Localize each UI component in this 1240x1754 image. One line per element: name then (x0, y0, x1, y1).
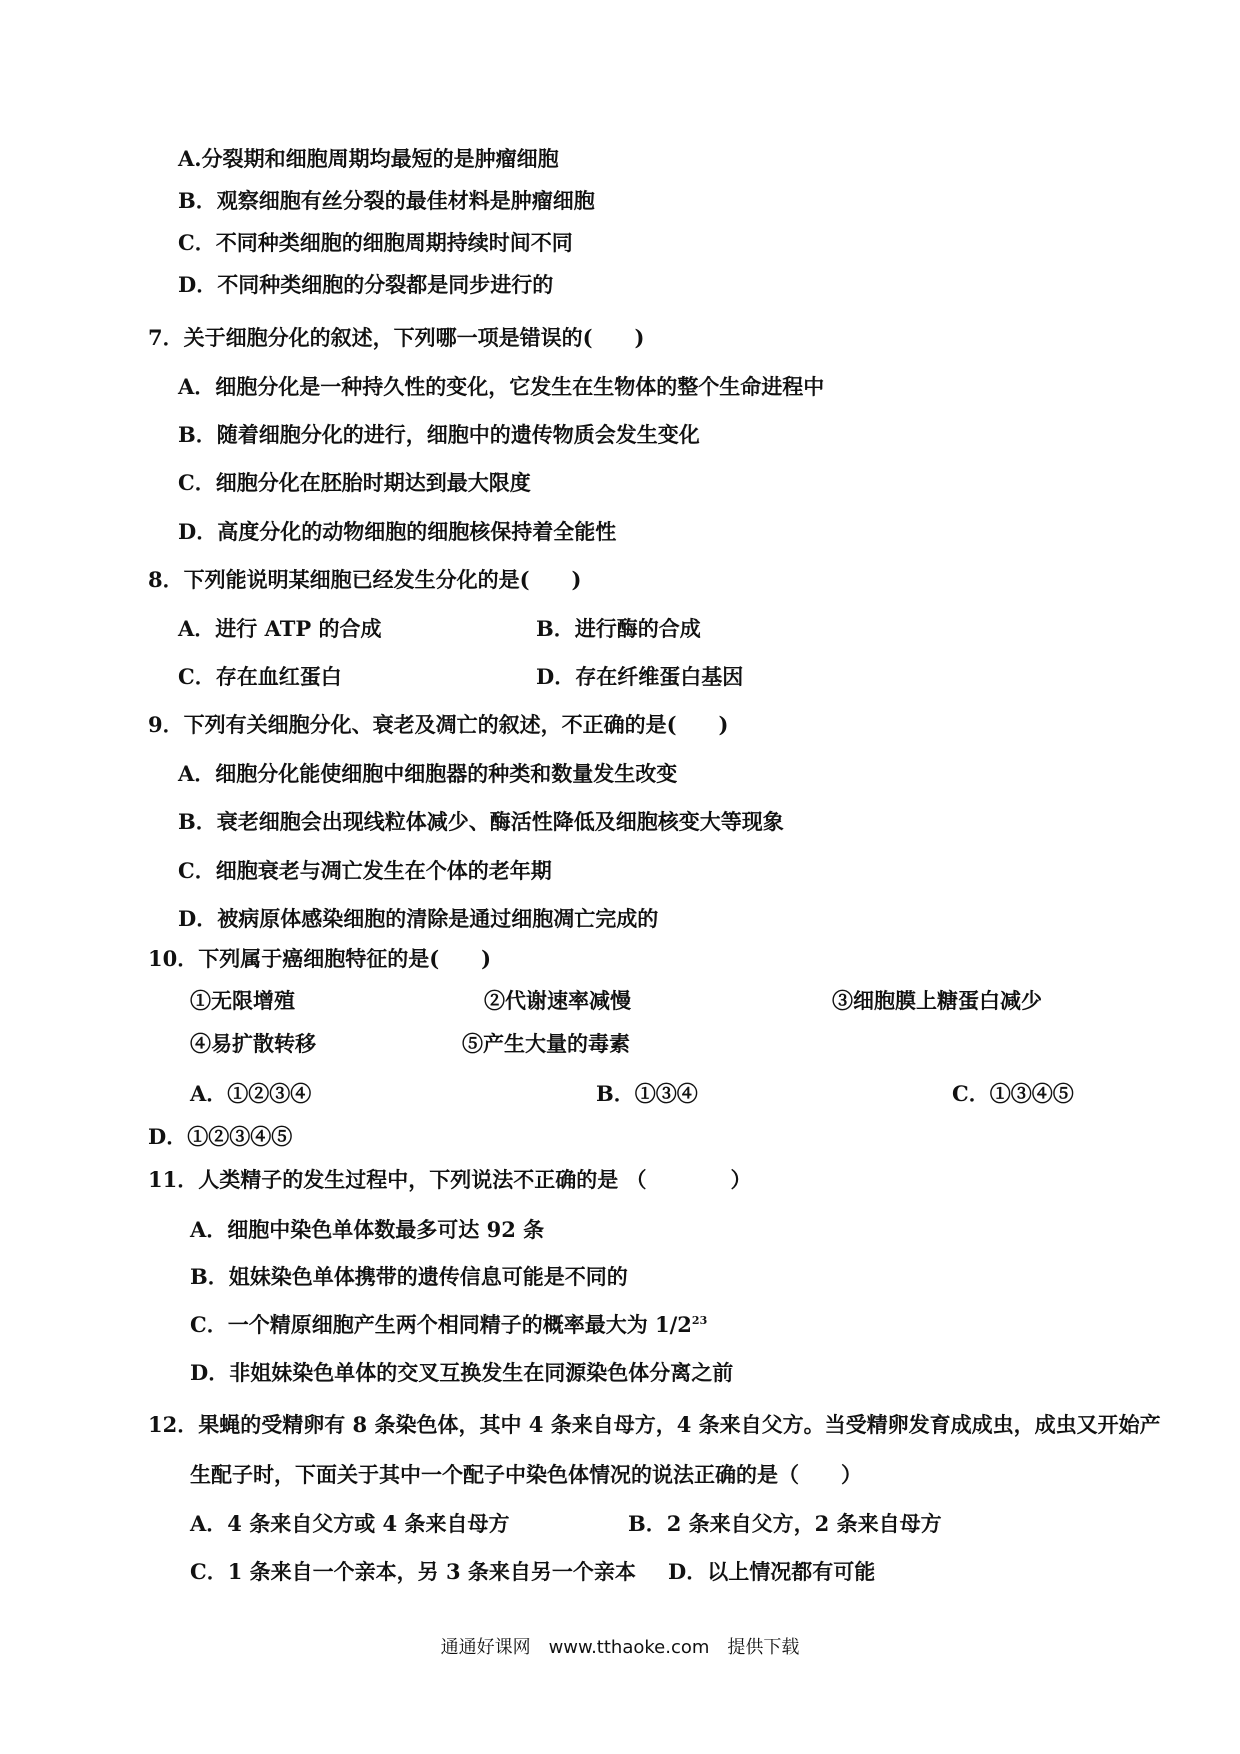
q10-item-4: ④易扩散转移 (190, 1031, 316, 1056)
q10-stem: 10．下列属于癌细胞特征的是( ) (148, 946, 492, 971)
q7-option-c: C．细胞分化在胚胎时期达到最大限度 (178, 470, 531, 495)
q10-item-3: ③细胞膜上糖蛋白减少 (832, 988, 1042, 1013)
q11-option-d: D．非姐妹染色单体的交叉互换发生在同源染色体分离之前 (190, 1360, 734, 1385)
q11-option-b: B．姐妹染色单体携带的遗传信息可能是不同的 (190, 1264, 628, 1289)
q9-option-d: D．被病原体感染细胞的清除是通过细胞凋亡完成的 (178, 906, 659, 931)
q6-option-b: B．观察细胞有丝分裂的最佳材料是肿瘤细胞 (178, 188, 595, 213)
q12-option-a: A．4 条来自父方或 4 条来自母方 (190, 1511, 510, 1536)
q6-option-c: C．不同种类细胞的细胞周期持续时间不同 (178, 230, 573, 255)
q8-option-a: A．进行 ATP 的合成 (178, 616, 382, 641)
q10-option-a: A．①②③④ (190, 1081, 312, 1106)
q11-option-c-text: C．一个精原细胞产生两个相同精子的概率最大为 1/2 (190, 1312, 692, 1337)
page-footer: 通通好课网 www.tthaoke.com 提供下载 (440, 1637, 800, 1658)
q11-option-a: A．细胞中染色单体数最多可达 92 条 (190, 1217, 545, 1242)
q12-stem-line2: 生配子时，下面关于其中一个配子中染色体情况的说法正确的是（ ） (190, 1462, 862, 1487)
q6-option-a: A.分裂期和细胞周期均最短的是肿瘤细胞 (178, 146, 559, 171)
q7-option-d: D．高度分化的动物细胞的细胞核保持着全能性 (178, 519, 617, 544)
q11-option-c-exponent: 23 (691, 1314, 708, 1327)
q8-stem: 8．下列能说明某细胞已经发生分化的是( ) (148, 567, 582, 592)
q10-item-2: ②代谢速率减慢 (484, 988, 631, 1013)
q10-option-b: B．①③④ (596, 1081, 698, 1106)
q8-option-c: C．存在血红蛋白 (178, 664, 342, 689)
q10-option-d: D．①②③④⑤ (148, 1124, 293, 1149)
q10-option-c: C．①③④⑤ (952, 1081, 1074, 1106)
q11-option-c (190, 1314, 707, 1335)
q12-option-d: D．以上情况都有可能 (668, 1559, 876, 1584)
q9-stem: 9．下列有关细胞分化、衰老及凋亡的叙述，不正确的是( ) (148, 712, 729, 737)
q10-item-1: ①无限增殖 (190, 988, 295, 1013)
q7-option-a: A．细胞分化是一种持久性的变化，它发生在生物体的整个生命进程中 (178, 374, 825, 399)
q12-stem-line1: 12．果蝇的受精卵有 8 条染色体，其中 4 条来自母方，4 条来自父方。当受精卵发育成成虫，成虫又开始产 (148, 1412, 1161, 1437)
q6-option-d: D．不同种类细胞的分裂都是同步进行的 (178, 272, 554, 297)
q8-option-d: D．存在纤维蛋白基因 (536, 664, 744, 689)
q12-option-c: C．1 条来自一个亲本，另 3 条来自另一个亲本 (190, 1559, 636, 1584)
q11-stem: 11．人类精子的发生过程中，下列说法不正确的是 （ ） (148, 1167, 752, 1192)
q10-item-5: ⑤产生大量的毒素 (462, 1031, 630, 1056)
q9-option-a: A．细胞分化能使细胞中细胞器的种类和数量发生改变 (178, 761, 678, 786)
q7-option-b: B．随着细胞分化的进行，细胞中的遗传物质会发生变化 (178, 422, 700, 447)
q9-option-b: B．衰老细胞会出现线粒体减少、酶活性降低及细胞核变大等现象 (178, 809, 784, 834)
q7-stem: 7．关于细胞分化的叙述，下列哪一项是错误的( ) (148, 325, 645, 350)
q9-option-c: C．细胞衰老与凋亡发生在个体的老年期 (178, 858, 552, 883)
q12-option-b: B．2 条来自父方，2 条来自母方 (628, 1511, 942, 1536)
q8-option-b: B．进行酶的合成 (536, 616, 701, 641)
